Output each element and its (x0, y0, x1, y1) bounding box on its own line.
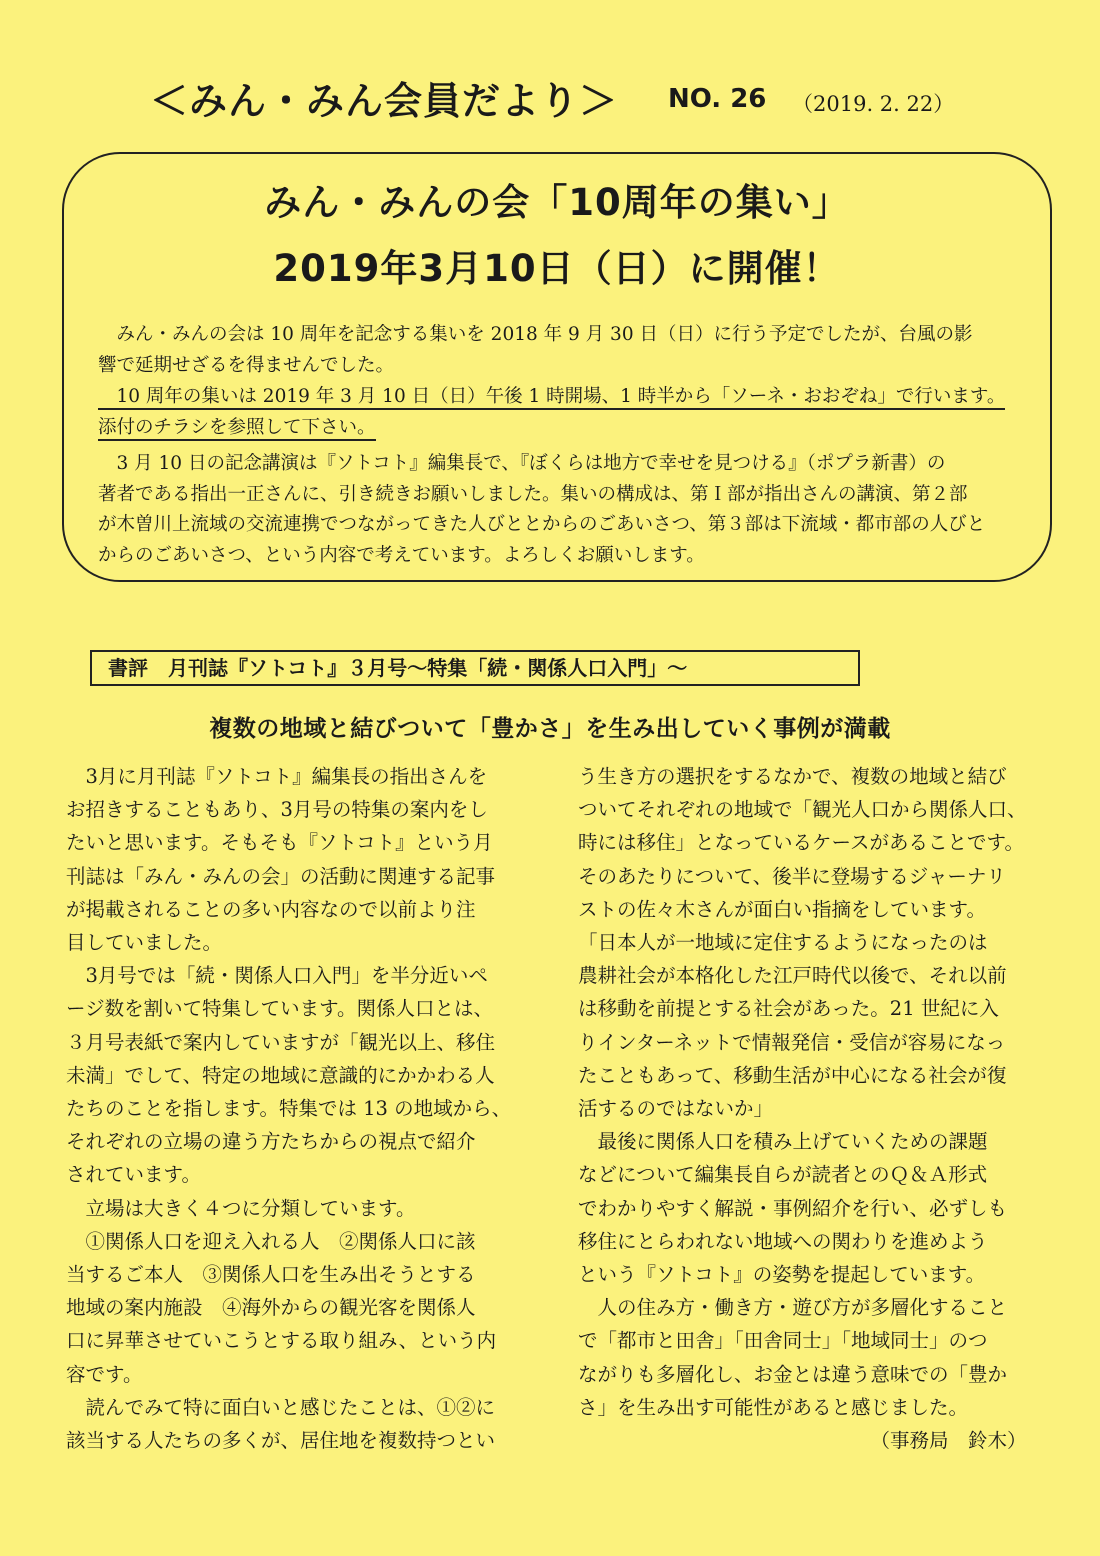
paragraph-line: が木曽川上流域の交流連携でつながってきた人びととからのごあいさつ、第３部は下流域・都市部の人びと (98, 514, 986, 535)
column-line: ストの佐々木さんが面白い指摘をしています。 (578, 897, 986, 921)
column-line: さ」を生み出す可能性があると感じました。 (578, 1395, 969, 1419)
column-line: 活するのではないか」 (578, 1097, 774, 1121)
column-line: という『ソトコト』の姿勢を提起しています。 (578, 1263, 986, 1287)
column-line: 「日本人が一地域に定住するようになったのは (578, 931, 988, 955)
column-line: ージ数を割いて特集しています。関係人口とは、 (66, 997, 494, 1021)
column-line: 地域の案内施設 ④海外からの観光客を関係人 (66, 1296, 476, 1320)
column-line: ①関係人口を迎え入れる人 ②関係人口に該 (66, 1229, 476, 1253)
announcement-paragraph-2 (98, 382, 1005, 443)
column-line: 時には移住」となっているケースがあることです。 (578, 831, 1024, 855)
column-line: 農耕社会が本格化した江戸時代以後で、それ以前 (578, 964, 1007, 988)
column-line: たこともあって、移動生活が中心になる社会が復 (578, 1063, 1007, 1087)
column-line: 移住にとらわれない地域への関わりを進めよう (578, 1229, 988, 1253)
column-line: で「都市と田舎」「田舎同士」「地域同士」のつ (578, 1329, 988, 1353)
column-line: お招きすることもあり、3月号の特集の案内をし (66, 798, 488, 822)
review-right-column (578, 760, 1027, 1457)
column-line: は移動を前提とする社会があった。21 世紀に入 (578, 997, 999, 1021)
column-line: たいと思います。そもそも『ソトコト』という月 (66, 831, 493, 855)
column-line: それぞれの立場の違う方たちからの視点で紹介 (66, 1130, 476, 1154)
announcement-headline-1: みん・みんの会「10周年の集い」 (264, 181, 850, 224)
masthead (150, 70, 970, 130)
paragraph-line: 3 月 10 日の記念講演は『ソトコト』編集長で、『ぼくらは地方で幸せを見つける』（ポプラ新書）の (98, 453, 946, 474)
paragraph-line: 響で延期せざるを得ませんでした。 (98, 354, 395, 376)
column-line: たちのことを指します。特集では 13 の地域から、 (66, 1097, 512, 1121)
underlined-line: 添付のチラシを参照して下さい。 (98, 417, 376, 441)
paragraph-line: からのごあいさつ、という内容で考えています。よろしくお願いします。 (98, 544, 705, 566)
column-line: 容です。 (66, 1362, 143, 1386)
paragraph-line: みん・みんの会は 10 周年を記念する集いを 2018 年 9 月 30 日（日）に行う予定でしたが、台風の影 (98, 324, 973, 345)
column-line: 立場は大きく４つに分類しています。 (66, 1196, 416, 1220)
review-signature: （事務局 鈴木） (870, 1429, 1027, 1453)
column-line: 刊誌は「みん・みんの会」の活動に関連する記事 (66, 864, 496, 888)
column-line: 該当する人たちの多くが、居住地を複数持つとい (66, 1429, 496, 1453)
column-line: 最後に関係人口を積み上げていくための課題 (578, 1130, 988, 1154)
column-line: 3月に月刊誌『ソトコト』編集長の指出さんを (66, 765, 488, 788)
column-line: 口に昇華させていこうとする取り組み、という内 (66, 1329, 497, 1353)
newsletter-title: ＜みん・みん会員だより＞ (150, 79, 619, 123)
issue-number: NO. 26 (668, 84, 767, 114)
column-line: 未満」でして、特定の地域に意識的にかかわる人 (66, 1063, 495, 1087)
review-left-column (66, 760, 511, 1457)
announcement-headline-2: 2019年3月10日（日）に開催！ (273, 247, 841, 290)
column-line: ながりも多層化し、お金とは違う意味での「豊か (578, 1362, 1008, 1386)
column-line: りインターネットで情報発信・受信が容易になっ (578, 1030, 1006, 1054)
column-line: 目していました。 (66, 931, 223, 955)
book-review-headline: 複数の地域と結びついて「豊かさ」を生み出していく事例が満載 (209, 716, 891, 742)
column-line: 3月号では「続・関係人口入門」を半分近いペ (66, 964, 488, 988)
announcement-paragraph-3 (98, 449, 985, 571)
book-review-title-box: 書評 月刊誌『ソトコト』３月号～特集「続・関係人口入門」～ (90, 650, 860, 686)
column-line: されています。 (66, 1163, 201, 1187)
column-line: でわかりやすく解説・事例紹介を行い、必ずしも (578, 1196, 1008, 1220)
column-line: が掲載されることの多い内容なので以前より注 (66, 897, 476, 921)
column-line: 人の住み方・働き方・遊び方が多層化すること (578, 1296, 1008, 1320)
issue-date: （2019. 2. 22） (792, 92, 955, 116)
column-line: ３月号表紙で案内していますが「観光以上、移住 (66, 1030, 496, 1054)
column-line: そのあたりについて、後半に登場するジャーナリ (578, 864, 1006, 888)
paragraph-line: 著者である指出一正さんに、引き続きお願いしました。集いの構成は、第Ｉ部が指出さんの講演、第２部 (98, 483, 968, 505)
column-line: ついてそれぞれの地域で「観光人口から関係人口、 (578, 798, 1027, 822)
column-line: 当するご本人 ③関係人口を生み出そうとする (66, 1263, 476, 1287)
column-line: などについて編集長自らが読者とのＱ＆Ａ形式 (578, 1163, 988, 1187)
column-line: 読んでみて特に面白いと感じたことは、①②に (66, 1395, 496, 1419)
column-line: う生き方の選択をするなかで、複数の地域と結び (578, 765, 1007, 788)
announcement-paragraph-1 (98, 320, 972, 381)
underlined-line: 10 周年の集いは 2019 年 3 月 10 日（日）午後 1 時開場、1 時半から「ソーネ・おおぞね」で行います。 (98, 386, 1005, 410)
